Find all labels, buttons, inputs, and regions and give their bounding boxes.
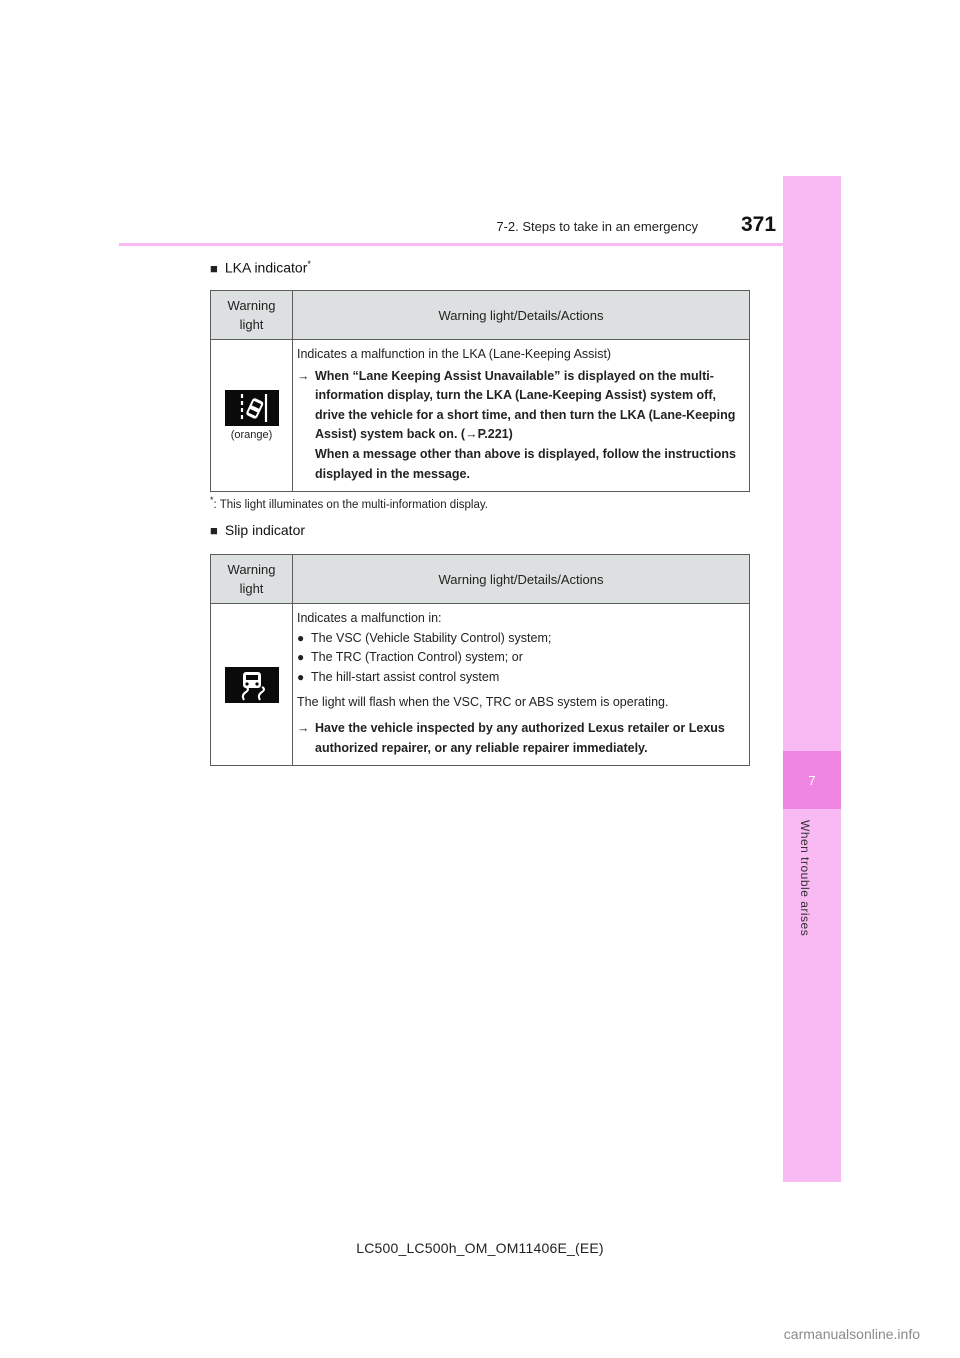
page-number: 371: [741, 213, 777, 236]
chapter-number: 7: [783, 751, 841, 809]
col-details: Warning light/Details/Actions: [293, 291, 750, 340]
list-item: ● The TRC (Traction Control) system; or: [297, 648, 745, 668]
bullet-dot-icon: ●: [297, 650, 305, 665]
document-code: LC500_LC500h_OM_OM11406E_(EE): [356, 1240, 604, 1256]
lka-lane-icon: [225, 390, 279, 426]
slip-description-cell: [293, 604, 750, 766]
chapter-label: When trouble arises: [798, 820, 812, 937]
square-bullet-icon: ■: [210, 260, 218, 276]
slip-heading: ■ Slip indicator: [210, 522, 306, 538]
malfunction-intro: Indicates a malfunction in:: [297, 611, 442, 625]
page-reference-link[interactable]: P.221: [477, 427, 509, 442]
flash-note: The light will flash when the VSC, TRC or ABS system is operating.: [297, 695, 669, 710]
square-bullet-icon: ■: [210, 523, 218, 538]
lka-icon-cell: [211, 340, 293, 492]
col-warning-light: Warning light: [211, 291, 293, 340]
table-row: [211, 604, 750, 766]
bullet-dot-icon: ●: [297, 630, 305, 645]
arrow-icon: →: [297, 368, 310, 383]
table-row: [211, 340, 750, 492]
arrow-icon: →: [465, 427, 478, 442]
side-tab: [783, 176, 841, 1182]
section-title: 7-2. Steps to take in an emergency: [496, 219, 698, 234]
slip-skid-car-icon: [225, 667, 279, 703]
slip-icon-cell: [211, 604, 293, 766]
icon-caption: (orange): [230, 429, 273, 442]
list-item: ● The hill-start assist control system: [297, 668, 745, 688]
malfunction-text: Indicates a malfunction in the LKA (Lane-Keeping Assist): [297, 347, 612, 361]
action-item-2: When a message other than above is displayed, follow the instructions displayed in the message.: [315, 446, 736, 481]
slip-warning-table: [210, 554, 750, 766]
table-header-row: [211, 555, 750, 604]
table-header-row: [211, 291, 750, 340]
arrow-icon: →: [297, 720, 310, 735]
footnote: *: This light illuminates on the multi-information display.: [210, 495, 488, 511]
bullet-dot-icon: ●: [297, 669, 305, 684]
header-rule: [119, 243, 783, 246]
watermark: carmanualsonline.info: [783, 1326, 920, 1342]
col-warning-light: Warning light: [211, 555, 293, 604]
col-details: Warning light/Details/Actions: [293, 555, 750, 604]
action-item: → Have the vehicle inspected by any authorized Lexus retailer or Lexus authorized repairer, or any reliable repairer immediately.: [297, 720, 725, 755]
action-item: → When “Lane Keeping Assist Unavailable” is displayed on the multi-information display, turn the LKA (Lane-Keeping Assist) system off, drive the vehicle for a short time, and then turn the LKA (Lane-Keeping Assist) system back on. (→P.221) When a message other than above is displayed, follow the instructions displayed in the message.: [297, 368, 736, 481]
list-item: ● The VSC (Vehicle Stability Control) system;: [297, 629, 745, 649]
lka-description-cell: [293, 340, 750, 492]
lka-heading: ■ LKA indicator*: [210, 259, 311, 276]
lka-warning-table: [210, 290, 750, 492]
